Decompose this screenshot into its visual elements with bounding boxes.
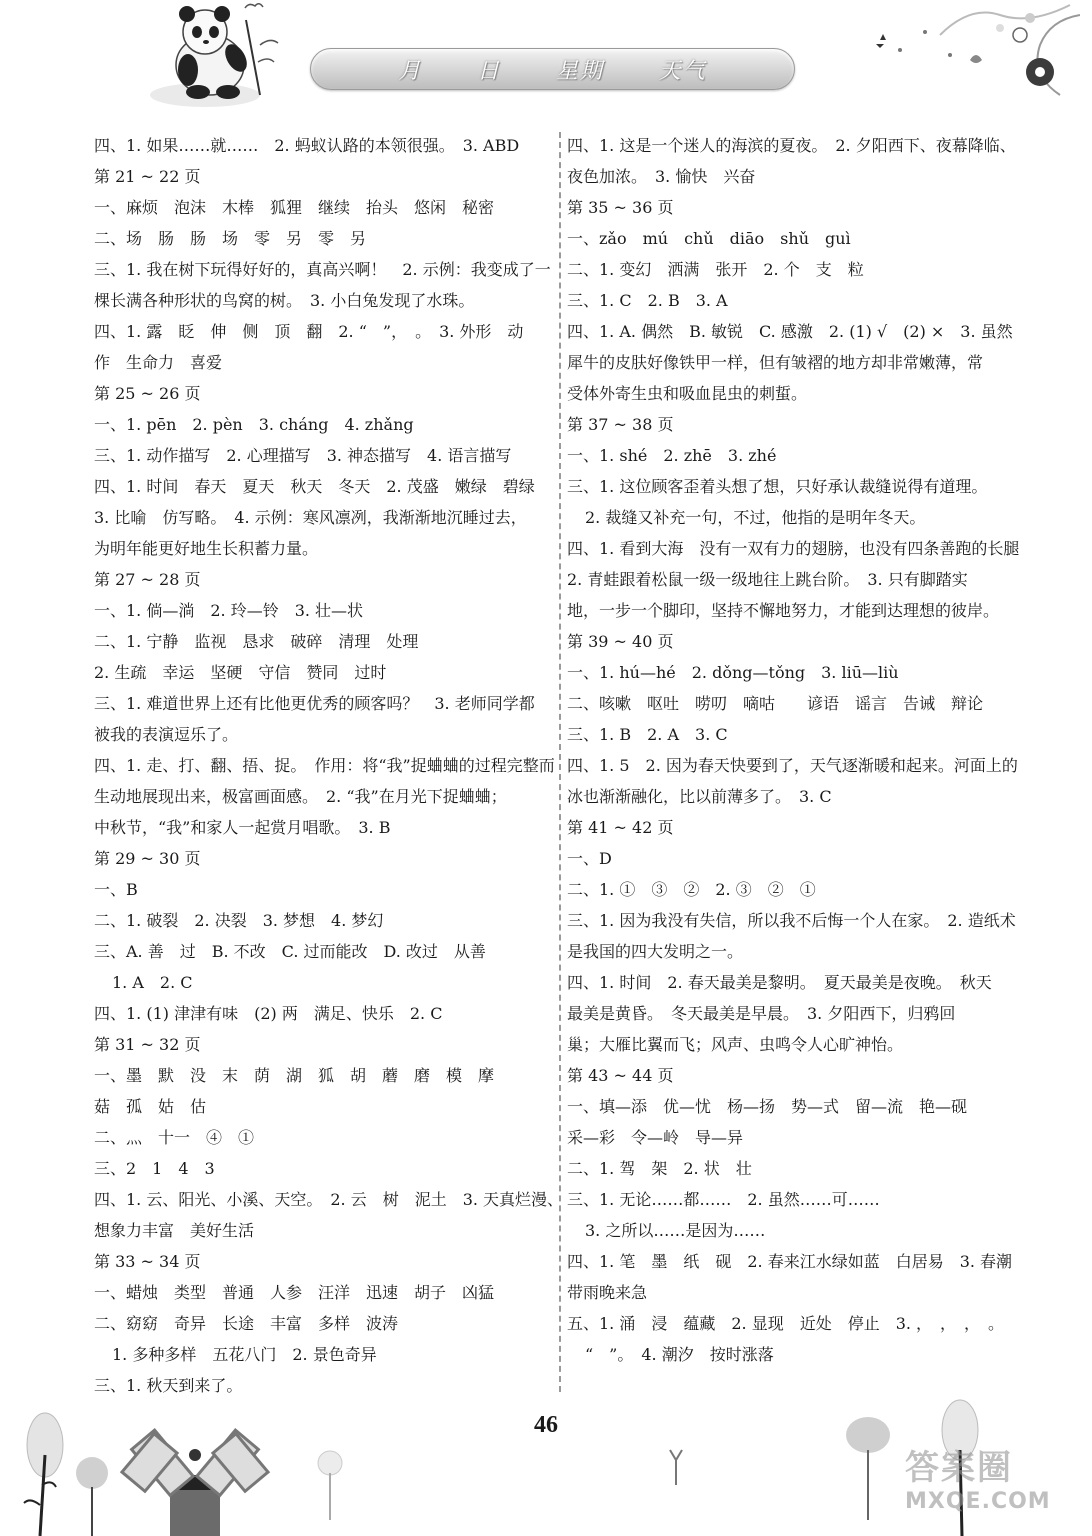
day-label: 日 bbox=[477, 58, 502, 84]
weekday-label: 星期 bbox=[555, 58, 604, 84]
answer-line: 二、灬 十一 ④ ① bbox=[94, 1128, 255, 1147]
answer-line: 四、1. (1) 津津有味 (2) 两 满足、快乐 2. C bbox=[94, 1004, 443, 1023]
answer-line: 最美是黄昏。 冬天最美是早晨。 3. 夕阳西下，归鸦回 bbox=[567, 1004, 956, 1023]
answer-line: 四、1. 如果……就…… 2. 蚂蚁认路的本领很强。 3. ABD bbox=[94, 136, 520, 155]
answer-line: 棵长满各种形状的鸟窝的树。 3. 小白兔发现了水珠。 bbox=[94, 291, 475, 310]
answer-line: 第 39 ~ 40 页 bbox=[567, 632, 674, 651]
month-label: 月 bbox=[398, 58, 423, 84]
answer-line: 第 33 ~ 34 页 bbox=[94, 1252, 201, 1271]
answer-line: 四、1. 走、打、翻、捂、捉。 作用：将“我”捉蛐蛐的过程完整而 bbox=[94, 756, 555, 775]
answer-line: 四、1. 露 眨 伸 侧 顶 翻 2. “ ”， 。 3. 外形 动 bbox=[94, 322, 524, 341]
answer-line: 第 25 ~ 26 页 bbox=[94, 384, 201, 403]
answer-line: 犀牛的皮肤好像铁甲一样，但有皱褶的地方却非常嫩薄，常 bbox=[567, 353, 984, 372]
answer-line: 一、1. pēn 2. pèn 3. cháng 4. zhǎng bbox=[94, 415, 414, 434]
answer-line: 采—彩 令—岭 导—异 bbox=[567, 1128, 744, 1147]
answer-line: 四、1. 时间 春天 夏天 秋天 冬天 2. 茂盛 嫩绿 碧绿 bbox=[94, 477, 535, 496]
answer-line: 第 21 ~ 22 页 bbox=[94, 167, 201, 186]
answer-line: 三、2 1 4 3 bbox=[94, 1159, 215, 1178]
answer-line: 想象力丰富 美好生活 bbox=[94, 1221, 255, 1240]
answer-line: 带雨晚来急 bbox=[567, 1283, 648, 1302]
answer-line: 三、1. B 2. A 3. C bbox=[567, 725, 728, 744]
answer-line: 第 37 ~ 38 页 bbox=[567, 415, 674, 434]
answer-line: 三、A. 善 过 B. 不改 C. 过而能改 D. 改过 从善 bbox=[94, 942, 486, 961]
answer-line: 二、咳嗽 呕吐 唠叨 嘀咕 谚语 谣言 告诫 辩论 bbox=[567, 694, 984, 713]
answer-line: 四、1. 云、阳光、小溪、天空。 2. 云 树 泥土 3. 天真烂漫、 bbox=[94, 1190, 564, 1209]
answer-line: 生动地展现出来，极富画面感。 2. “我”在月光下捉蛐蛐； bbox=[94, 787, 507, 806]
answer-line: 四、1. 这是一个迷人的海滨的夏夜。 2. 夕阳西下、夜幕降临、 bbox=[567, 136, 1016, 155]
answer-line: 四、1. 笔 墨 纸 砚 2. 春来江水绿如蓝 白居易 3. 春潮 bbox=[567, 1252, 1013, 1271]
answer-line: 一、麻烦 泡沫 木棒 狐狸 继续 抬头 悠闲 秘密 bbox=[94, 198, 495, 217]
answer-line: 一、1. hú—hé 2. dǒng—tǒng 3. liū—liù bbox=[567, 663, 899, 682]
answer-line: 一、zǎo mú chǔ diāo shǔ guì bbox=[567, 229, 851, 248]
answer-column-left bbox=[94, 130, 564, 1401]
answer-line: 一、B bbox=[94, 880, 138, 899]
answer-line: 四、1. 5 2. 因为春天快要到了，天气逐渐暖和起来。河面上的 bbox=[567, 756, 1018, 775]
answer-line: 是我国的四大发明之一。 bbox=[567, 942, 744, 961]
weather-label: 天气 bbox=[658, 58, 707, 84]
answer-line: 三、1. 无论……都…… 2. 虽然……可…… bbox=[567, 1190, 880, 1209]
answer-line: 二、1. 驾 架 2. 状 壮 bbox=[567, 1159, 752, 1178]
answer-line: 二、1. 宁静 监视 恳求 破碎 清理 处理 bbox=[94, 632, 419, 651]
answer-line: 三、1. 难道世界上还有比他更优秀的顾客吗？ 3. 老师同学都 bbox=[94, 694, 535, 713]
answer-line: 三、1. 因为我没有失信，所以我不后悔一个人在家。 2. 造纸术 bbox=[567, 911, 1016, 930]
answer-line: 五、1. 涌 浸 蕴藏 2. 显现 近处 停止 3. ， ， ， 。 bbox=[567, 1314, 1005, 1333]
date-weather-banner bbox=[310, 48, 795, 90]
answer-line: 被我的表演逗乐了。 bbox=[94, 725, 239, 744]
answer-line: 四、1. 时间 2. 春天最美是黎明。 夏天最美是夜晚。 秋天 bbox=[567, 973, 992, 992]
watermark bbox=[905, 1440, 1051, 1514]
answer-line: 第 27 ~ 28 页 bbox=[94, 570, 201, 589]
answer-line: 二、1. ① ③ ② 2. ③ ② ① bbox=[567, 880, 816, 899]
answer-line: 3. 比喻 仿写略。 4. 示例：寒风凛冽，我渐渐地沉睡过去， bbox=[94, 508, 527, 527]
panda-illustration bbox=[150, 0, 290, 110]
answer-line: 2. 青蛙跟着松鼠一级一级地往上跳台阶。 3. 只有脚踏实 bbox=[567, 570, 968, 589]
answer-line: 地，一步一个脚印，坚持不懈地努力，才能到达理想的彼岸。 bbox=[567, 601, 1000, 620]
answer-line: 二、场 肠 肠 场 零 另 零 另 bbox=[94, 229, 367, 248]
answer-line: 四、1. A. 偶然 B. 敏锐 C. 感激 2. (1) √ (2) × 3. 虽然 bbox=[567, 322, 1013, 341]
answer-line: 三、1. 我在树下玩得好好的，真高兴啊！ 2. 示例：我变成了一 bbox=[94, 260, 551, 279]
watermark-logo-text: 答案圈 bbox=[905, 1448, 1013, 1488]
answer-line: 二、1. 破裂 2. 决裂 3. 梦想 4. 梦幻 bbox=[94, 911, 384, 930]
answer-line: 2. 生疏 幸运 坚硬 守信 赞同 过时 bbox=[94, 663, 387, 682]
page-number: 46 bbox=[534, 1412, 558, 1438]
answer-line: 夜色加浓。 3. 愉快 兴奋 bbox=[567, 167, 756, 186]
answer-line: 第 35 ~ 36 页 bbox=[567, 198, 674, 217]
watermark-url: MXQE.COM bbox=[905, 1489, 1051, 1514]
answer-line: 一、填—添 优—忧 杨—扬 势—式 留—流 艳—砚 bbox=[567, 1097, 968, 1116]
answer-line: 为明年能更好地生长积蓄力量。 bbox=[94, 539, 319, 558]
answer-line: 1. A 2. C bbox=[112, 973, 193, 992]
answer-line: 二、1. 变幻 洒满 张开 2. 个 支 粒 bbox=[567, 260, 864, 279]
answer-line: 二、窈窈 奇异 长途 丰富 多样 波涛 bbox=[94, 1314, 399, 1333]
answer-line: 三、1. 秋天到来了。 bbox=[94, 1376, 243, 1395]
answer-line: 一、1. shé 2. zhē 3. zhé bbox=[567, 446, 777, 465]
answer-line: 冰也渐渐融化，比以前薄多了。 3. C bbox=[567, 787, 832, 806]
answer-column-right bbox=[567, 130, 1037, 1370]
page-header bbox=[0, 0, 1092, 125]
answer-line: 3. 之所以……是因为…… bbox=[585, 1221, 766, 1240]
answer-line: 巢；大雁比翼而飞；风声、虫鸣令人心旷神怡。 bbox=[567, 1035, 904, 1054]
answer-line: 第 31 ~ 32 页 bbox=[94, 1035, 201, 1054]
answer-line: 一、D bbox=[567, 849, 612, 868]
answer-line: 三、1. 这位顾客歪着头想了想，只好承认裁缝说得有道理。 bbox=[567, 477, 988, 496]
answer-line: 三、1. C 2. B 3. A bbox=[567, 291, 728, 310]
answer-line: 一、蜡烛 类型 普通 人参 汪洋 迅速 胡子 凶猛 bbox=[94, 1283, 495, 1302]
answer-line: 菇 孤 姑 估 bbox=[94, 1097, 207, 1116]
answer-line: 受体外寄生虫和吸血昆虫的刺蜇。 bbox=[567, 384, 808, 403]
answer-line: “ ”。 4. 潮汐 按时涨落 bbox=[585, 1345, 774, 1364]
flower-vine-decoration bbox=[840, 0, 1080, 110]
answer-line: 一、墨 默 没 末 荫 湖 狐 胡 蘑 磨 模 摩 bbox=[94, 1066, 495, 1085]
answer-line: 四、1. 看到大海 没有一双有力的翅膀，也没有四条善跑的长腿 bbox=[567, 539, 1020, 558]
answer-line: 第 43 ~ 44 页 bbox=[567, 1066, 674, 1085]
answer-line: 一、1. 倘—淌 2. 玲—铃 3. 壮—状 bbox=[94, 601, 364, 620]
answer-line: 作 生命力 喜爱 bbox=[94, 353, 223, 372]
answer-line: 三、1. 动作描写 2. 心理描写 3. 神态描写 4. 语言描写 bbox=[94, 446, 512, 465]
answer-line: 第 41 ~ 42 页 bbox=[567, 818, 674, 837]
answer-line: 中秋节，“我”和家人一起赏月唱歌。 3. B bbox=[94, 818, 391, 837]
answer-line: 2. 裁缝又补充一句，不过，他指的是明年冬天。 bbox=[585, 508, 926, 527]
answer-line: 1. 多种多样 五花八门 2. 景色奇异 bbox=[112, 1345, 377, 1364]
answer-line: 第 29 ~ 30 页 bbox=[94, 849, 201, 868]
